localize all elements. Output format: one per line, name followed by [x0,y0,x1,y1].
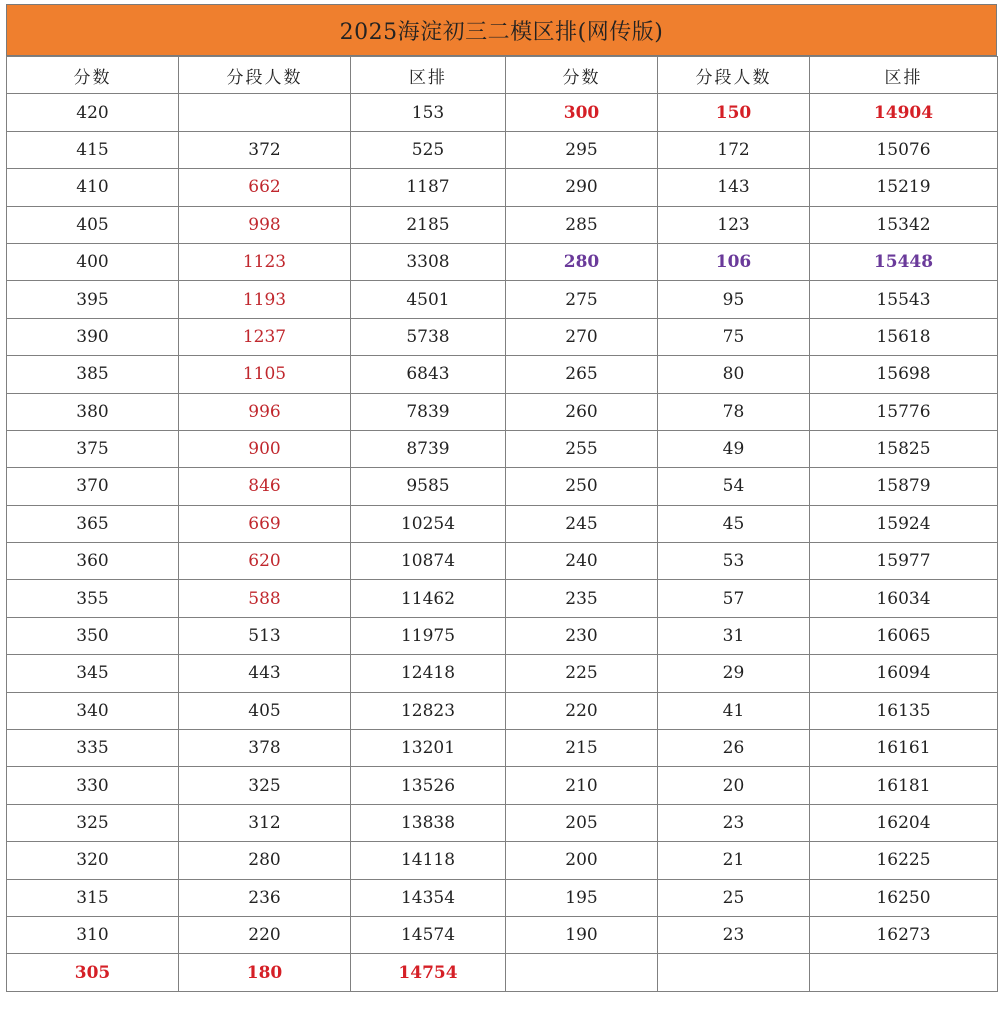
rank-left-cell: 14118 [351,842,506,879]
table-row [7,131,998,168]
rank-right-cell [810,954,998,991]
rank-right-cell: 15219 [810,169,998,206]
score-left-cell: 390 [7,318,179,355]
table-row [7,206,998,243]
count-left-cell: 588 [179,580,351,617]
header-score-left: 分数 [7,57,179,94]
score-right-cell: 195 [506,879,658,916]
rank-right-cell: 15825 [810,430,998,467]
rank-left-cell: 12418 [351,655,506,692]
rank-right-cell: 16135 [810,692,998,729]
count-left-cell: 998 [179,206,351,243]
count-left-cell: 312 [179,804,351,841]
count-right-cell: 172 [658,131,810,168]
score-right-cell: 270 [506,318,658,355]
score-left-cell: 370 [7,468,179,505]
score-right-cell: 225 [506,655,658,692]
count-left-cell: 372 [179,131,351,168]
table-row [7,281,998,318]
rank-right-cell: 16225 [810,842,998,879]
rank-right-cell: 15076 [810,131,998,168]
score-left-cell: 400 [7,243,179,280]
count-right-cell: 106 [658,243,810,280]
score-right-cell: 300 [506,94,658,131]
table-row [7,655,998,692]
table-row [7,954,998,991]
rank-right-cell: 14904 [810,94,998,131]
count-left-cell: 220 [179,916,351,953]
score-left-cell: 315 [7,879,179,916]
score-right-cell: 215 [506,730,658,767]
count-right-cell: 78 [658,393,810,430]
rank-left-cell: 1187 [351,169,506,206]
rank-left-cell: 5738 [351,318,506,355]
count-left-cell: 662 [179,169,351,206]
rank-left-cell: 13838 [351,804,506,841]
score-left-cell: 340 [7,692,179,729]
rank-sheet [6,4,997,992]
rank-table [6,56,998,992]
table-row [7,543,998,580]
table-row [7,767,998,804]
rank-left-cell: 14754 [351,954,506,991]
header-rank-left: 区排 [351,57,506,94]
table-row [7,916,998,953]
count-left-cell: 513 [179,617,351,654]
header-score-right: 分数 [506,57,658,94]
count-left-cell: 443 [179,655,351,692]
rank-left-cell: 10874 [351,543,506,580]
rank-right-cell: 16094 [810,655,998,692]
score-left-cell: 335 [7,730,179,767]
count-right-cell: 53 [658,543,810,580]
sheet-title: 2025海淀初三二模区排(网传版) [6,4,997,56]
table-row [7,804,998,841]
score-right-cell: 290 [506,169,658,206]
rank-left-cell: 3308 [351,243,506,280]
rank-right-cell: 15879 [810,468,998,505]
score-right-cell: 240 [506,543,658,580]
table-body [7,94,998,991]
rank-left-cell: 6843 [351,356,506,393]
count-left-cell: 280 [179,842,351,879]
count-right-cell: 31 [658,617,810,654]
table-row [7,94,998,131]
table-row [7,468,998,505]
score-left-cell: 310 [7,916,179,953]
table-row [7,617,998,654]
score-left-cell: 330 [7,767,179,804]
count-left-cell: 180 [179,954,351,991]
score-left-cell: 420 [7,94,179,131]
count-right-cell: 20 [658,767,810,804]
count-right-cell: 25 [658,879,810,916]
rank-left-cell: 13201 [351,730,506,767]
table-row [7,580,998,617]
table-row [7,505,998,542]
count-left-cell: 620 [179,543,351,580]
score-left-cell: 350 [7,617,179,654]
rank-right-cell: 15924 [810,505,998,542]
score-left-cell: 365 [7,505,179,542]
score-right-cell: 260 [506,393,658,430]
score-left-cell: 385 [7,356,179,393]
score-right-cell: 205 [506,804,658,841]
count-left-cell: 236 [179,879,351,916]
table-row [7,243,998,280]
count-right-cell: 57 [658,580,810,617]
count-right-cell: 143 [658,169,810,206]
header-rank-right: 区排 [810,57,998,94]
table-row [7,356,998,393]
table-row [7,169,998,206]
count-right-cell [658,954,810,991]
rank-right-cell: 16250 [810,879,998,916]
count-right-cell: 123 [658,206,810,243]
count-left-cell: 1193 [179,281,351,318]
score-right-cell: 250 [506,468,658,505]
rank-right-cell: 15618 [810,318,998,355]
header-count-right: 分段人数 [658,57,810,94]
rank-right-cell: 16204 [810,804,998,841]
rank-right-cell: 16034 [810,580,998,617]
count-left-cell: 1105 [179,356,351,393]
count-right-cell: 21 [658,842,810,879]
count-left-cell: 1123 [179,243,351,280]
score-right-cell: 265 [506,356,658,393]
rank-left-cell: 2185 [351,206,506,243]
rank-right-cell: 15448 [810,243,998,280]
rank-left-cell: 11975 [351,617,506,654]
count-right-cell: 26 [658,730,810,767]
score-right-cell: 210 [506,767,658,804]
count-left-cell: 1237 [179,318,351,355]
count-right-cell: 150 [658,94,810,131]
table-row [7,730,998,767]
rank-right-cell: 15543 [810,281,998,318]
score-left-cell: 320 [7,842,179,879]
count-left-cell: 846 [179,468,351,505]
rank-left-cell: 153 [351,94,506,131]
score-right-cell: 285 [506,206,658,243]
rank-left-cell: 12823 [351,692,506,729]
count-left-cell: 996 [179,393,351,430]
score-right-cell: 230 [506,617,658,654]
count-right-cell: 95 [658,281,810,318]
rank-right-cell: 16065 [810,617,998,654]
rank-right-cell: 15776 [810,393,998,430]
score-left-cell: 415 [7,131,179,168]
score-right-cell: 255 [506,430,658,467]
score-left-cell: 410 [7,169,179,206]
count-right-cell: 49 [658,430,810,467]
score-left-cell: 395 [7,281,179,318]
rank-right-cell: 16273 [810,916,998,953]
count-left-cell: 325 [179,767,351,804]
count-left-cell: 669 [179,505,351,542]
rank-left-cell: 4501 [351,281,506,318]
count-right-cell: 23 [658,916,810,953]
rank-left-cell: 9585 [351,468,506,505]
score-right-cell: 235 [506,580,658,617]
table-row [7,692,998,729]
rank-left-cell: 13526 [351,767,506,804]
count-left-cell: 900 [179,430,351,467]
rank-left-cell: 11462 [351,580,506,617]
score-left-cell: 360 [7,543,179,580]
count-right-cell: 80 [658,356,810,393]
rank-right-cell: 15698 [810,356,998,393]
score-left-cell: 375 [7,430,179,467]
score-right-cell: 295 [506,131,658,168]
rank-left-cell: 14574 [351,916,506,953]
rank-left-cell: 14354 [351,879,506,916]
rank-right-cell: 16161 [810,730,998,767]
score-left-cell: 305 [7,954,179,991]
rank-right-cell: 15342 [810,206,998,243]
header-row [7,57,998,94]
rank-left-cell: 8739 [351,430,506,467]
score-right-cell [506,954,658,991]
score-left-cell: 325 [7,804,179,841]
score-left-cell: 405 [7,206,179,243]
count-right-cell: 75 [658,318,810,355]
score-right-cell: 280 [506,243,658,280]
rank-right-cell: 16181 [810,767,998,804]
table-row [7,393,998,430]
rank-left-cell: 10254 [351,505,506,542]
score-left-cell: 345 [7,655,179,692]
header-count-left: 分段人数 [179,57,351,94]
count-right-cell: 29 [658,655,810,692]
count-right-cell: 45 [658,505,810,542]
rank-left-cell: 525 [351,131,506,168]
score-right-cell: 275 [506,281,658,318]
score-right-cell: 245 [506,505,658,542]
count-right-cell: 54 [658,468,810,505]
score-right-cell: 200 [506,842,658,879]
score-left-cell: 355 [7,580,179,617]
rank-right-cell: 15977 [810,543,998,580]
rank-left-cell: 7839 [351,393,506,430]
count-left-cell: 378 [179,730,351,767]
count-right-cell: 41 [658,692,810,729]
table-row [7,879,998,916]
count-left-cell: 405 [179,692,351,729]
score-right-cell: 190 [506,916,658,953]
score-left-cell: 380 [7,393,179,430]
count-right-cell: 23 [658,804,810,841]
table-row [7,842,998,879]
table-row [7,318,998,355]
count-left-cell [179,94,351,131]
score-right-cell: 220 [506,692,658,729]
table-row [7,430,998,467]
